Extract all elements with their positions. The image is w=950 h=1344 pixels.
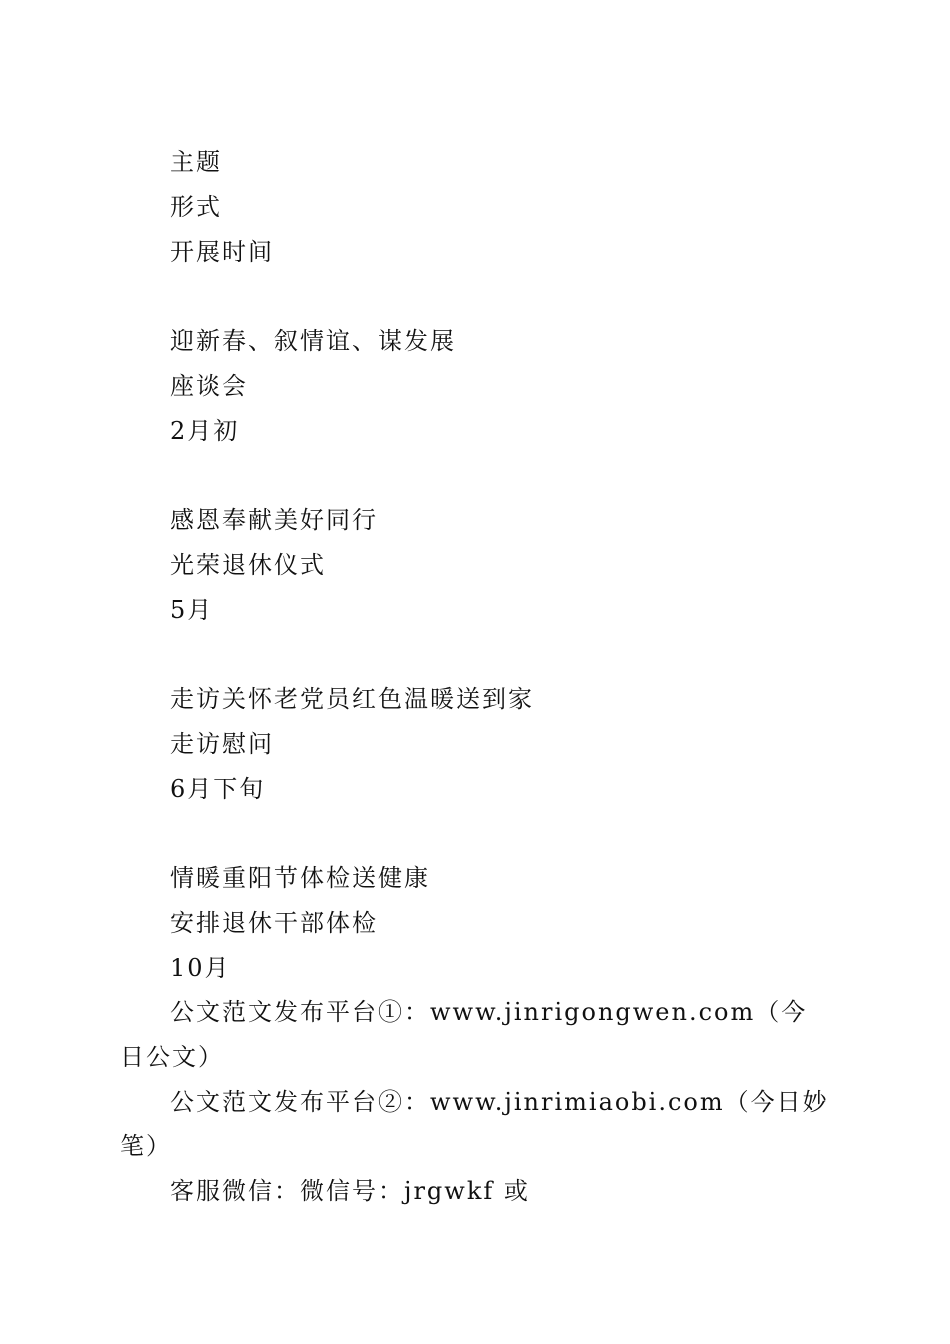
header-theme: 主题	[170, 148, 222, 176]
activity-theme: 走访关怀老党员红色温暖送到家	[170, 685, 534, 713]
activity-time: 6月下旬	[170, 775, 266, 803]
activity-form: 座谈会	[170, 372, 248, 400]
activity-form: 走访慰问	[170, 730, 274, 758]
activity-form: 光荣退休仪式	[170, 551, 326, 579]
service-wechat-text: 客服微信：微信号：jrgwkf 或	[170, 1177, 530, 1206]
platform-2-text: 公文范文发布平台②：www.jinrimiaobi.com（今日妙笔）	[120, 1087, 829, 1161]
platform-1-text: 公文范文发布平台①：www.jinrigongwen.com（今日公文）	[120, 998, 808, 1071]
footer-block	[120, 990, 830, 1214]
header-time: 开展时间	[170, 238, 274, 266]
activity-theme: 情暖重阳节体检送健康	[170, 864, 430, 892]
activity-theme: 迎新春、叙情谊、谋发展	[170, 327, 456, 355]
activity-time: 10月	[170, 954, 231, 982]
activity-form: 安排退休干部体检	[170, 909, 378, 937]
activity-time: 2月初	[170, 417, 240, 445]
activity-theme: 感恩奉献美好同行	[170, 506, 378, 534]
activity-time: 5月	[170, 596, 214, 624]
header-form: 形式	[170, 193, 222, 221]
